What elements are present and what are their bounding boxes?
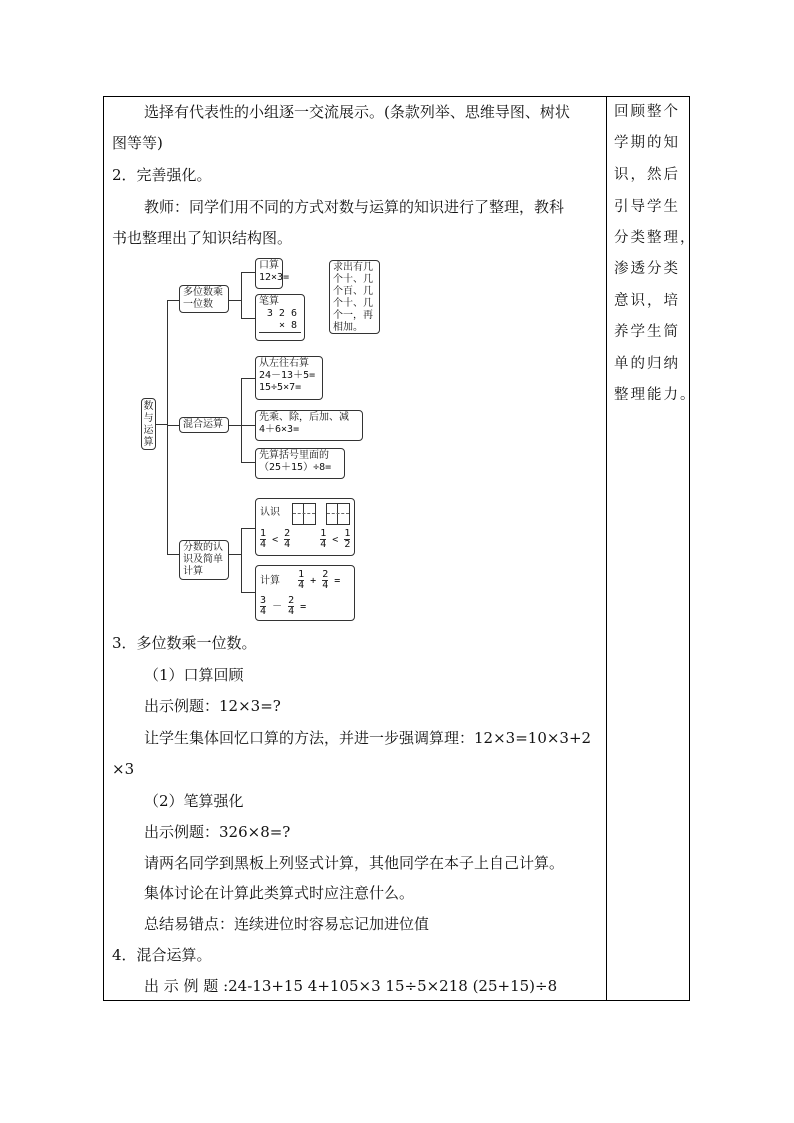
root-char: 运 <box>143 425 154 436</box>
plus-sign: + <box>310 575 317 587</box>
connector <box>167 425 179 426</box>
connector <box>241 378 242 462</box>
fraction-sub-row <box>260 596 306 617</box>
less-than: < <box>272 534 279 546</box>
rule-title: 先算括号里面的 <box>259 450 329 461</box>
fraction: $\frac{1}{4}$ <box>260 528 267 550</box>
connector <box>241 592 255 593</box>
recall-text: 让学生集体回忆口算的方法，并进一步强调算理：12×3=10×3+2 <box>144 729 592 747</box>
connector <box>229 425 241 426</box>
recognize-title: 认识 <box>260 507 280 518</box>
intro-text: 选择有代表性的小组逐一交流展示。(条款列举、思维导图、树状 <box>144 103 570 121</box>
root-box <box>141 398 156 450</box>
discuss-text: 集体讨论在计算此类算式时应注意什么。 <box>144 884 415 902</box>
connector <box>167 300 179 301</box>
root-char: 数 <box>143 401 154 412</box>
equals-sign: = <box>334 575 341 587</box>
note-line: 个十、几 <box>333 274 373 285</box>
written-calc-top: 3 2 6 <box>266 308 297 319</box>
rule-example: 15÷5×7= <box>259 382 302 393</box>
oral-note-box <box>329 260 380 334</box>
fraction: $\frac{2}{4}$ <box>322 569 329 591</box>
branch-multiply-box <box>179 285 229 313</box>
side-note-line: 渗透分类 <box>614 261 680 277</box>
branch-fraction-box <box>179 540 229 580</box>
side-note-line: 整理能力。 <box>614 387 697 403</box>
branch-mixed-box <box>179 417 229 433</box>
written-calc-title: 笔算 <box>259 296 279 307</box>
branch-label: 混合运算 <box>183 419 223 430</box>
rule-example: 4＋6×3= <box>259 424 300 435</box>
written-calc-box <box>255 294 305 341</box>
fraction-square-diagram <box>292 503 316 525</box>
side-note-line: 学期的知 <box>614 135 680 151</box>
note-line: 相加。 <box>333 322 363 333</box>
branch-label: 一位数 <box>183 299 213 310</box>
oral-calc-title: 口算 <box>259 260 279 271</box>
recall-text-cont: ×3 <box>112 760 135 778</box>
section-3-heading: 3．多位数乘一位数。 <box>112 634 257 652</box>
written-calc-bottom: × 8 <box>259 320 301 333</box>
teacher-text: 教师：同学们用不同的方式对数与运算的知识进行了整理，教科 <box>144 198 565 216</box>
knowledge-structure-diagram <box>141 256 381 624</box>
rule-title: 从左往右算 <box>259 358 309 369</box>
minus-sign: － <box>272 601 283 613</box>
section-4-heading: 4．混合运算。 <box>112 946 212 964</box>
side-note-line: 单的归纳 <box>614 356 680 372</box>
example-4: 出 示 例 题 :24-13+15 4+105×3 15÷5×218 (25+15)÷8 <box>144 977 558 995</box>
branch-label: 计算 <box>183 566 203 577</box>
connector <box>167 300 168 554</box>
side-note-line: 养学生简 <box>614 324 680 340</box>
rule-example: 24－13＋5= <box>259 370 316 381</box>
side-note-line: 识，然后 <box>614 167 680 183</box>
connector <box>241 318 255 319</box>
fraction: $\frac{2}{4}$ <box>288 595 295 617</box>
calc-title: 计算 <box>260 575 280 587</box>
note-line: 求出有几 <box>333 262 373 273</box>
connector <box>241 272 255 273</box>
left-to-right-box <box>255 356 323 400</box>
connector <box>241 425 255 426</box>
fraction: $\frac{2}{4}$ <box>284 528 291 550</box>
rule-title: 先乘、除，后加、减 <box>259 412 349 423</box>
fraction-square-diagram <box>326 503 350 525</box>
connector <box>241 528 255 529</box>
parentheses-first-box <box>255 448 345 479</box>
side-note-line: 分类整理， <box>614 230 697 246</box>
example-2: 出示例题：326×8=? <box>144 823 291 841</box>
equals-sign: = <box>300 601 307 613</box>
intro-text-cont: 图等等) <box>112 134 163 152</box>
side-note-line: 引导学生 <box>614 199 680 215</box>
connector <box>229 300 241 301</box>
note-line: 个十、几 <box>333 298 373 309</box>
oral-calc-expr: 12×3= <box>259 272 290 283</box>
fraction: $\frac{1}{4}$ <box>298 569 305 591</box>
subsection-2-heading: （2）笔算强化 <box>144 792 244 810</box>
connector <box>241 378 255 379</box>
example-1: 出示例题：12×3=? <box>144 697 281 715</box>
summary-text: 总结易错点：连续进位时容易忘记加进位值 <box>144 915 430 933</box>
connector <box>241 528 242 592</box>
fraction-recognize-box <box>255 498 355 556</box>
connector <box>241 462 255 463</box>
side-note-line: 意识，培 <box>614 293 680 309</box>
rule-example: （25＋15）÷8= <box>259 462 332 473</box>
section-2-heading: 2．完善强化。 <box>112 166 212 184</box>
branch-label: 分数的认 <box>183 542 223 553</box>
branch-label: 多位数乘 <box>183 287 223 298</box>
branch-label: 识及简单 <box>183 554 223 565</box>
subsection-1-heading: （1）口算回顾 <box>144 666 244 684</box>
note-line: 个一，再 <box>333 310 373 321</box>
fraction: $\frac{1}{4}$ <box>320 528 327 550</box>
fraction: $\frac{1}{2}$ <box>344 528 351 550</box>
less-than: < <box>332 534 339 546</box>
connector <box>241 272 242 318</box>
root-char: 与 <box>143 413 154 424</box>
fraction-add-row <box>260 570 340 591</box>
oral-calc-box <box>255 258 290 289</box>
fraction: $\frac{3}{4}$ <box>260 595 267 617</box>
board-text: 请两名同学到黑板上列竖式计算，其他同学在本子上自己计算。 <box>144 854 565 872</box>
fraction-compare-row <box>260 529 350 550</box>
teacher-text-cont: 书也整理出了知识结构图。 <box>112 229 293 247</box>
fraction-calc-box <box>255 565 355 621</box>
connector <box>156 424 167 425</box>
side-note-line: 回顾整个 <box>614 104 680 120</box>
connector <box>167 554 179 555</box>
note-line: 个百、几 <box>333 286 373 297</box>
connector <box>229 554 241 555</box>
mult-div-first-box <box>255 410 363 441</box>
root-char: 算 <box>143 437 154 448</box>
